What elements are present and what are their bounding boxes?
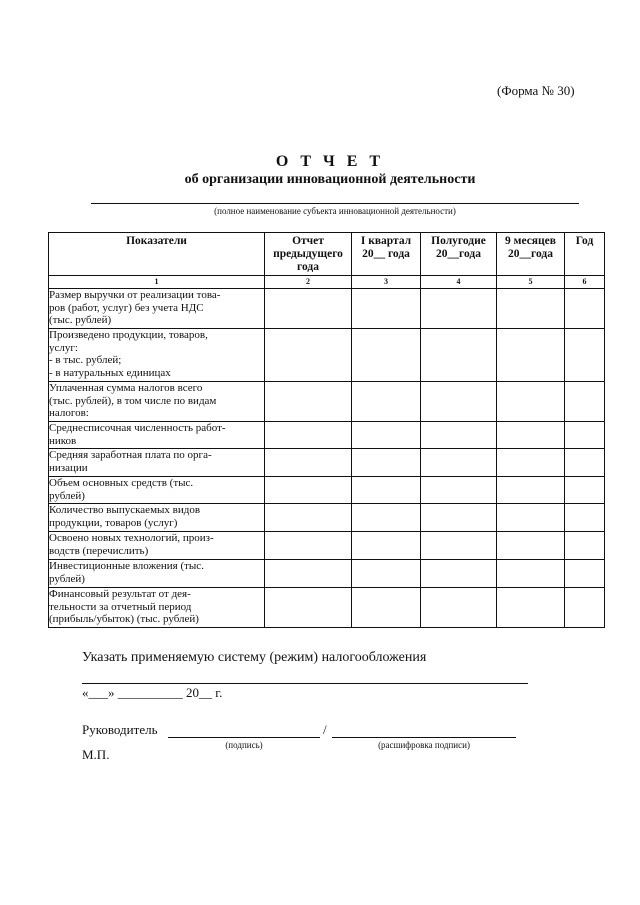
column-number: 5: [497, 276, 565, 289]
table-row: [49, 560, 605, 588]
value-cell[interactable]: [265, 449, 352, 477]
value-cell[interactable]: [265, 588, 352, 628]
table-row: [49, 449, 605, 477]
column-number: 1: [49, 276, 265, 289]
report-title: О Т Ч Е Т: [275, 153, 385, 170]
value-cell[interactable]: [421, 532, 497, 560]
value-cell[interactable]: [352, 382, 421, 422]
column-number: 3: [352, 276, 421, 289]
header-year: Год: [565, 233, 605, 276]
indicator-fixed-assets: Объем основных средств (тыс. рублей): [49, 477, 265, 504]
value-cell[interactable]: [265, 422, 352, 449]
signature-decoding-caption: (расшифровка подписи): [378, 740, 470, 750]
value-cell[interactable]: [352, 422, 421, 449]
value-cell[interactable]: [497, 532, 565, 560]
report-subtitle: об организации инновационной деятельности: [184, 172, 476, 187]
value-cell[interactable]: [352, 449, 421, 477]
value-cell[interactable]: [565, 560, 605, 588]
value-cell[interactable]: [265, 560, 352, 588]
header-9-months: 9 месяцев 20__года: [497, 233, 565, 276]
value-cell[interactable]: [565, 477, 605, 504]
value-cell[interactable]: [497, 329, 565, 382]
table-row: [49, 504, 605, 532]
signature-slash: /: [323, 722, 327, 737]
value-cell[interactable]: [497, 289, 565, 329]
value-cell[interactable]: [265, 504, 352, 532]
value-cell[interactable]: [421, 560, 497, 588]
value-cell[interactable]: [265, 382, 352, 422]
column-number: 4: [421, 276, 497, 289]
value-cell[interactable]: [421, 289, 497, 329]
table-row: [49, 422, 605, 449]
indicator-production: Произведено продукции, товаров, услуг: - в тыс. рублей; - в натуральных единицах: [49, 329, 265, 382]
value-cell[interactable]: [497, 449, 565, 477]
table-header-row: [49, 233, 605, 276]
value-cell[interactable]: [497, 477, 565, 504]
value-cell[interactable]: [421, 504, 497, 532]
value-cell[interactable]: [352, 504, 421, 532]
table-row: [49, 477, 605, 504]
tax-regime-line[interactable]: [82, 683, 528, 684]
column-number: 2: [265, 276, 352, 289]
value-cell[interactable]: [265, 532, 352, 560]
value-cell[interactable]: [565, 289, 605, 329]
indicator-headcount: Среднесписочная численность работ- ников: [49, 422, 265, 449]
indicator-product-types: Количество выпускаемых видов продукции, товаров (услуг): [49, 504, 265, 532]
indicator-revenue: Размер выручки от реализации това- ров (работ, услуг) без учета НДС (тыс. рублей): [49, 289, 265, 329]
form-number: (Форма № 30): [497, 83, 575, 98]
value-cell[interactable]: [497, 504, 565, 532]
value-cell[interactable]: [421, 382, 497, 422]
value-cell[interactable]: [352, 560, 421, 588]
signature-caption: (подпись): [225, 740, 263, 750]
value-cell[interactable]: [565, 532, 605, 560]
manager-label: Руководитель: [82, 722, 158, 737]
entity-name-line[interactable]: [91, 203, 579, 204]
indicator-taxes-paid: Уплаченная сумма налогов всего (тыс. рублей), в том числе по видам налогов:: [49, 382, 265, 422]
table-row: [49, 289, 605, 329]
value-cell[interactable]: [497, 560, 565, 588]
value-cell[interactable]: [352, 477, 421, 504]
header-half-year: Полугодие 20__года: [421, 233, 497, 276]
entity-name-caption: (полное наименование субъекта инновационной деятельности): [214, 206, 456, 216]
value-cell[interactable]: [421, 449, 497, 477]
date-line[interactable]: «___» __________ 20__ г.: [82, 685, 223, 700]
value-cell[interactable]: [352, 532, 421, 560]
column-number: 6: [565, 276, 605, 289]
value-cell[interactable]: [352, 588, 421, 628]
value-cell[interactable]: [565, 382, 605, 422]
value-cell[interactable]: [265, 329, 352, 382]
indicator-new-technologies: Освоено новых технологий, произ- водств (перечислить): [49, 532, 265, 560]
stamp-place: М.П.: [82, 747, 110, 762]
signature-decoding-line[interactable]: [332, 737, 516, 738]
value-cell[interactable]: [421, 329, 497, 382]
tax-regime-label: Указать применяемую систему (режим) налогообложения: [82, 650, 427, 665]
value-cell[interactable]: [497, 588, 565, 628]
header-indicators: Показатели: [49, 233, 265, 276]
table-row: [49, 329, 605, 382]
value-cell[interactable]: [352, 329, 421, 382]
header-quarter-1: I квартал 20__ года: [352, 233, 421, 276]
value-cell[interactable]: [497, 422, 565, 449]
indicator-average-salary: Средняя заработная плата по орга- низации: [49, 449, 265, 477]
indicators-table: [48, 232, 605, 628]
value-cell[interactable]: [565, 588, 605, 628]
indicator-financial-result: Финансовый результат от дея- тельности за отчетный период (прибыль/убыток) (тыс. рублей): [49, 588, 265, 628]
value-cell[interactable]: [265, 477, 352, 504]
value-cell[interactable]: [497, 382, 565, 422]
table-row: [49, 588, 605, 628]
value-cell[interactable]: [565, 329, 605, 382]
value-cell[interactable]: [565, 504, 605, 532]
value-cell[interactable]: [352, 289, 421, 329]
value-cell[interactable]: [421, 422, 497, 449]
table-row: [49, 532, 605, 560]
header-previous-year: Отчет предыдущего года: [265, 233, 352, 276]
value-cell[interactable]: [421, 477, 497, 504]
value-cell[interactable]: [265, 289, 352, 329]
value-cell[interactable]: [565, 449, 605, 477]
signature-line[interactable]: [168, 737, 320, 738]
column-number-row: [49, 276, 605, 289]
indicator-investments: Инвестиционные вложения (тыс. рублей): [49, 560, 265, 588]
value-cell[interactable]: [421, 588, 497, 628]
value-cell[interactable]: [565, 422, 605, 449]
table-row: [49, 382, 605, 422]
